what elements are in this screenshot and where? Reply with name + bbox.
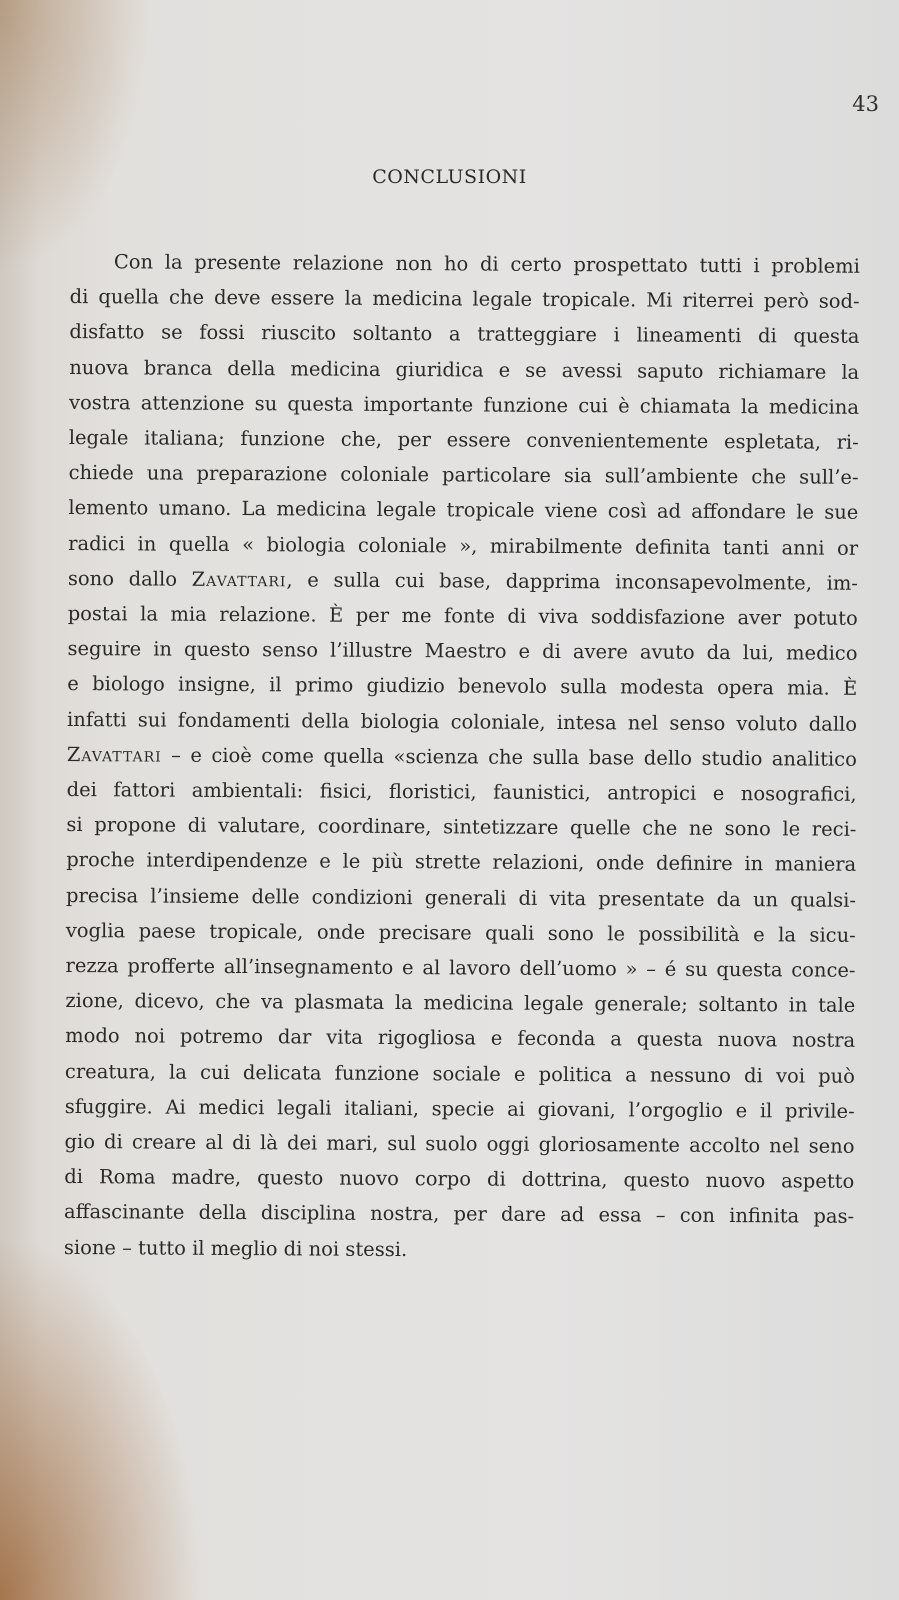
- text-line: sono dallo Zavattari, e sulla cui base, dapprima inconsapevolmente, im-: [67, 566, 859, 595]
- text-line: gio di creare al di là dei mari, sul suolo oggi gloriosamente accolto nel seno: [64, 1130, 855, 1158]
- text-line: precisa l’insieme delle condizioni generali di vita presentate da un qualsi-: [65, 883, 857, 912]
- text-line: nuova branca della medicina giuridica e se avessi saputo richiamare la: [69, 355, 860, 384]
- text-line: di quella che deve essere la medicina legale tropicale. Mi riterrei però sod-: [69, 285, 860, 314]
- text-line: zione, dicevo, che va plasmata la medicina legale generale; soltanto in tale: [65, 989, 856, 1018]
- text-line: chiede una preparazione coloniale particolare sia sull’ambiente che sull’e-: [68, 461, 859, 490]
- text-line: sione – tutto il meglio di noi stessi.: [63, 1235, 408, 1261]
- text-line: seguire in questo senso l’illustre Maestro e di avere avuto da lui, medico: [67, 637, 858, 666]
- text-line: affascinante della disciplina nostra, per dare ad essa – con infinita pas-: [64, 1200, 855, 1229]
- text-line: dei fattori ambientali: fisici, floristici, faunistici, antropici e nosografici,: [66, 778, 857, 806]
- text-line: voglia paese tropicale, onde precisare quali sono le possibilità e la sicu-: [65, 918, 856, 947]
- text-line: legale italiana; funzione che, per essere convenientemente espletata, ri-: [68, 426, 859, 454]
- body-paragraph: [64, 244, 860, 1270]
- text-line: creatura, la cui delicata funzione sociale e politica a nessuno di voi può: [64, 1059, 856, 1088]
- text-line: infatti sui fondamenti della biologia coloniale, intesa nel senso voluto dallo: [67, 707, 858, 736]
- page-number: 43: [852, 92, 879, 116]
- text-line: Con la presente relazione non ho di certo prospettato tutti i problemi: [113, 250, 860, 278]
- section-heading: CONCLUSIONI: [372, 166, 527, 188]
- text-line: lemento umano. La medicina legale tropicale viene così ad affondare le sue: [68, 496, 859, 525]
- text-line: postai la mia relazione. È per me fonte di viva soddisfazione aver potuto: [67, 602, 858, 630]
- text-line: proche interdipendenze e le più strette relazioni, onde definire in maniera: [66, 848, 857, 877]
- text-line: radici in quella « biologia coloniale », mirabilmente definita tanti anni or: [68, 531, 859, 560]
- text-line: vostra attenzione su questa importante funzione cui è chiamata la medicina: [68, 390, 860, 419]
- text-line: di Roma madre, questo nuovo corpo di dottrina, questo nuovo aspetto: [64, 1165, 855, 1194]
- text-line: modo noi potremo dar vita rigogliosa e feconda a questa nuova nostra: [65, 1024, 856, 1053]
- text-line: Zavattari – e cioè come quella «scienza che sulla base dello studio analitico: [66, 742, 857, 771]
- text-line: e biologo insigne, il primo giudizio benevolo sulla modesta opera mia. È: [67, 672, 858, 701]
- text-line: sfuggire. Ai medici legali italiani, specie ai giovani, l’orgoglio e il privile-: [64, 1094, 855, 1123]
- author-name: Zavattari: [191, 567, 287, 592]
- text-line: rezza profferte all’insegnamento e al lavoro dell’uomo » – é su questa conce-: [65, 954, 856, 982]
- author-name: Zavattari: [66, 742, 162, 767]
- text-line: si propone di valutare, coordinare, sintetizzare quelle che ne sono le reci-: [66, 813, 857, 842]
- text-line: disfatto se fossi riuscito soltanto a tratteggiare i lineamenti di questa: [69, 320, 860, 349]
